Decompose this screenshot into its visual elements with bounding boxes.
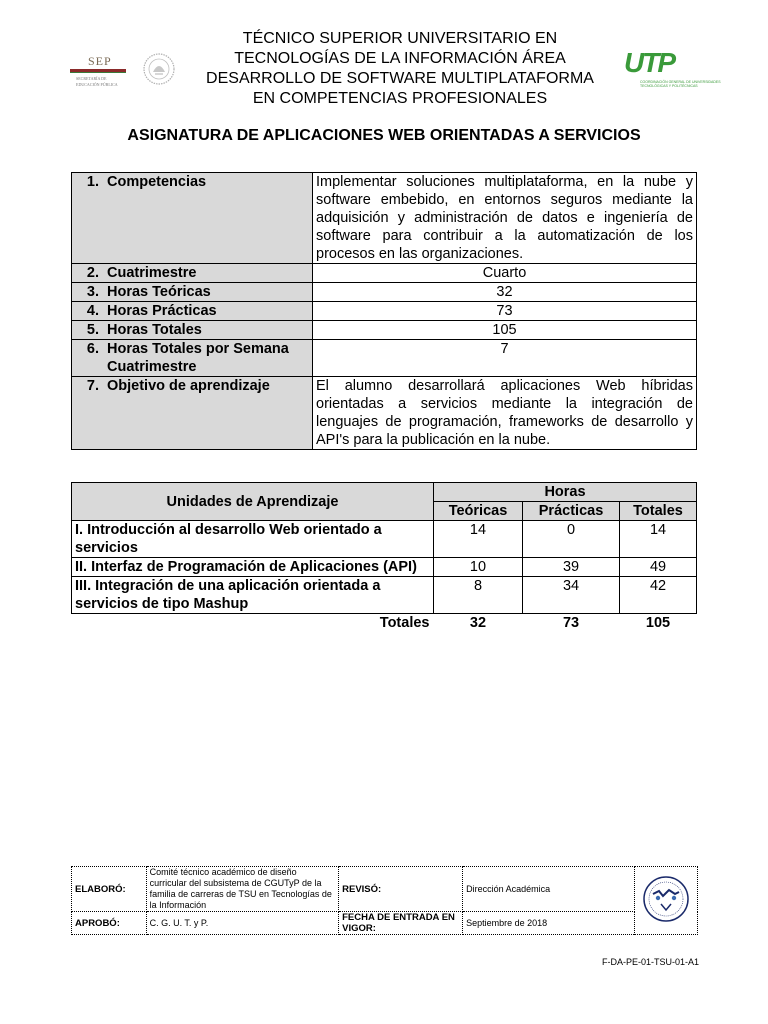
mexican-coat-of-arms-icon (142, 52, 176, 86)
unit-total: 14 (620, 521, 697, 558)
info-label: 4. Horas Prácticas (72, 302, 313, 321)
info-row-horas-practicas (72, 302, 697, 321)
program-title-line-1: TÉCNICO SUPERIOR UNIVERSITARIO EN (242, 30, 558, 47)
info-row-objetivo (72, 377, 697, 450)
info-row-cuatrimestre (72, 264, 697, 283)
elaboro-value: Comité técnico académico de diseño curricular del subsistema de CGUTyP de la familia de carreras de TSU en Tecnologías de la Información (146, 867, 339, 912)
info-label: 5. Horas Totales (72, 321, 313, 340)
info-label: 6. Horas Totales por Semana Cuatrimestre (72, 340, 313, 377)
sep-logo-subtitle-1: SECRETARÍA DE (76, 76, 107, 81)
sep-logo-line-green (70, 72, 126, 73)
footer-row-1 (72, 867, 698, 912)
unit-practice: 34 (523, 577, 620, 614)
utp-logo (624, 47, 721, 90)
info-label: 1. Competencias (72, 173, 313, 264)
subject-title: ASIGNATURA DE APLICACIONES WEB ORIENTADAS A SERVICIOS (127, 127, 641, 144)
learning-units-table (71, 482, 697, 632)
subject-info-table (71, 172, 697, 450)
unit-name: III. Integración de una aplicación orientada a servicios de tipo Mashup (72, 577, 434, 614)
aprobo-label: APROBÓ: (72, 912, 147, 935)
totals-practice: 73 (562, 615, 580, 631)
footer-row-2 (72, 912, 698, 935)
unit-practice: 39 (523, 558, 620, 577)
unit-name: I. Introducción al desarrollo Web orientado a servicios (72, 521, 434, 558)
unit-theory: 8 (434, 577, 523, 614)
utp-logo-mark: UTP (624, 47, 674, 78)
aprobo-value: C. G. U. T. y P. (146, 912, 339, 935)
table-row (72, 558, 697, 577)
unit-theory: 10 (434, 558, 523, 577)
info-value: 7 (313, 340, 697, 377)
unit-total: 42 (620, 577, 697, 614)
info-row-horas-semana (72, 340, 697, 377)
table-row (72, 577, 697, 614)
unit-total: 49 (620, 558, 697, 577)
col-practice-header: Prácticas (523, 502, 620, 521)
col-total-header: Totales (620, 502, 697, 521)
col-theory-header: Teóricas (434, 502, 523, 521)
institution-seal-icon (641, 874, 691, 924)
info-value: 105 (313, 321, 697, 340)
unit-theory: 14 (434, 521, 523, 558)
approval-footer-table (71, 866, 698, 935)
document-code: F-DA-PE-01-TSU-01-A1 (602, 957, 700, 967)
info-value: Implementar soluciones multiplataforma, en la nube y software embebido, en entornos seguros mediante la adquisición y administración de datos e ingeniería de software para contribuir a la automatización de los procesos en las organizaciones. (313, 173, 697, 264)
fecha-value: Septiembre de 2018 (463, 912, 635, 935)
info-value: Cuarto (313, 264, 697, 283)
info-row-horas-totales (72, 321, 697, 340)
totals-label: Totales (379, 615, 430, 631)
sep-logo-title: SEP (88, 54, 112, 68)
unit-name: II. Interfaz de Programación de Aplicaciones (API) (72, 558, 434, 577)
utp-logo-subtitle-2: TECNOLÓGICAS Y POLITÉCNICAS (640, 84, 698, 88)
totals-total: 105 (645, 615, 671, 631)
units-header-row (72, 483, 697, 502)
program-title-line-4: EN COMPETENCIAS PROFESIONALES (252, 90, 548, 107)
info-row-horas-teoricas (72, 283, 697, 302)
units-header: Unidades de Aprendizaje (72, 483, 434, 521)
utp-logo-subtitle-1: COORDINACIÓN GENERAL DE UNIVERSIDADES (640, 80, 721, 84)
fecha-label: FECHA DE ENTRADA EN VIGOR: (339, 912, 463, 935)
totals-theory: 32 (469, 615, 487, 631)
sep-logo (68, 52, 188, 92)
info-row-competencias (72, 173, 697, 264)
reviso-value: Dirección Académica (463, 867, 635, 912)
info-value: El alumno desarrollará aplicaciones Web híbridas orientadas a servicios mediante la integración de lenguajes de programación, frameworks de desarrollo y API's para la publicación en la nube. (313, 377, 697, 450)
info-label: 7. Objetivo de aprendizaje (72, 377, 313, 450)
program-title-line-3: DESARROLLO DE SOFTWARE MULTIPLATAFORMA (206, 70, 594, 87)
table-row (72, 521, 697, 558)
info-value: 32 (313, 283, 697, 302)
program-title-line-2: TECNOLOGÍAS DE LA INFORMACIÓN ÁREA (234, 50, 566, 67)
hours-header: Horas (434, 483, 697, 502)
unit-practice: 0 (523, 521, 620, 558)
totals-row (72, 614, 697, 633)
elaboro-label: ELABORÓ: (72, 867, 147, 912)
footer-seal-cell (635, 867, 698, 935)
info-value: 73 (313, 302, 697, 321)
info-label: 3. Horas Teóricas (72, 283, 313, 302)
sep-logo-subtitle-2: EDUCACIÓN PÚBLICA (76, 82, 118, 87)
reviso-label: REVISÓ: (339, 867, 463, 912)
info-label: 2. Cuatrimestre (72, 264, 313, 283)
program-title (190, 29, 610, 109)
